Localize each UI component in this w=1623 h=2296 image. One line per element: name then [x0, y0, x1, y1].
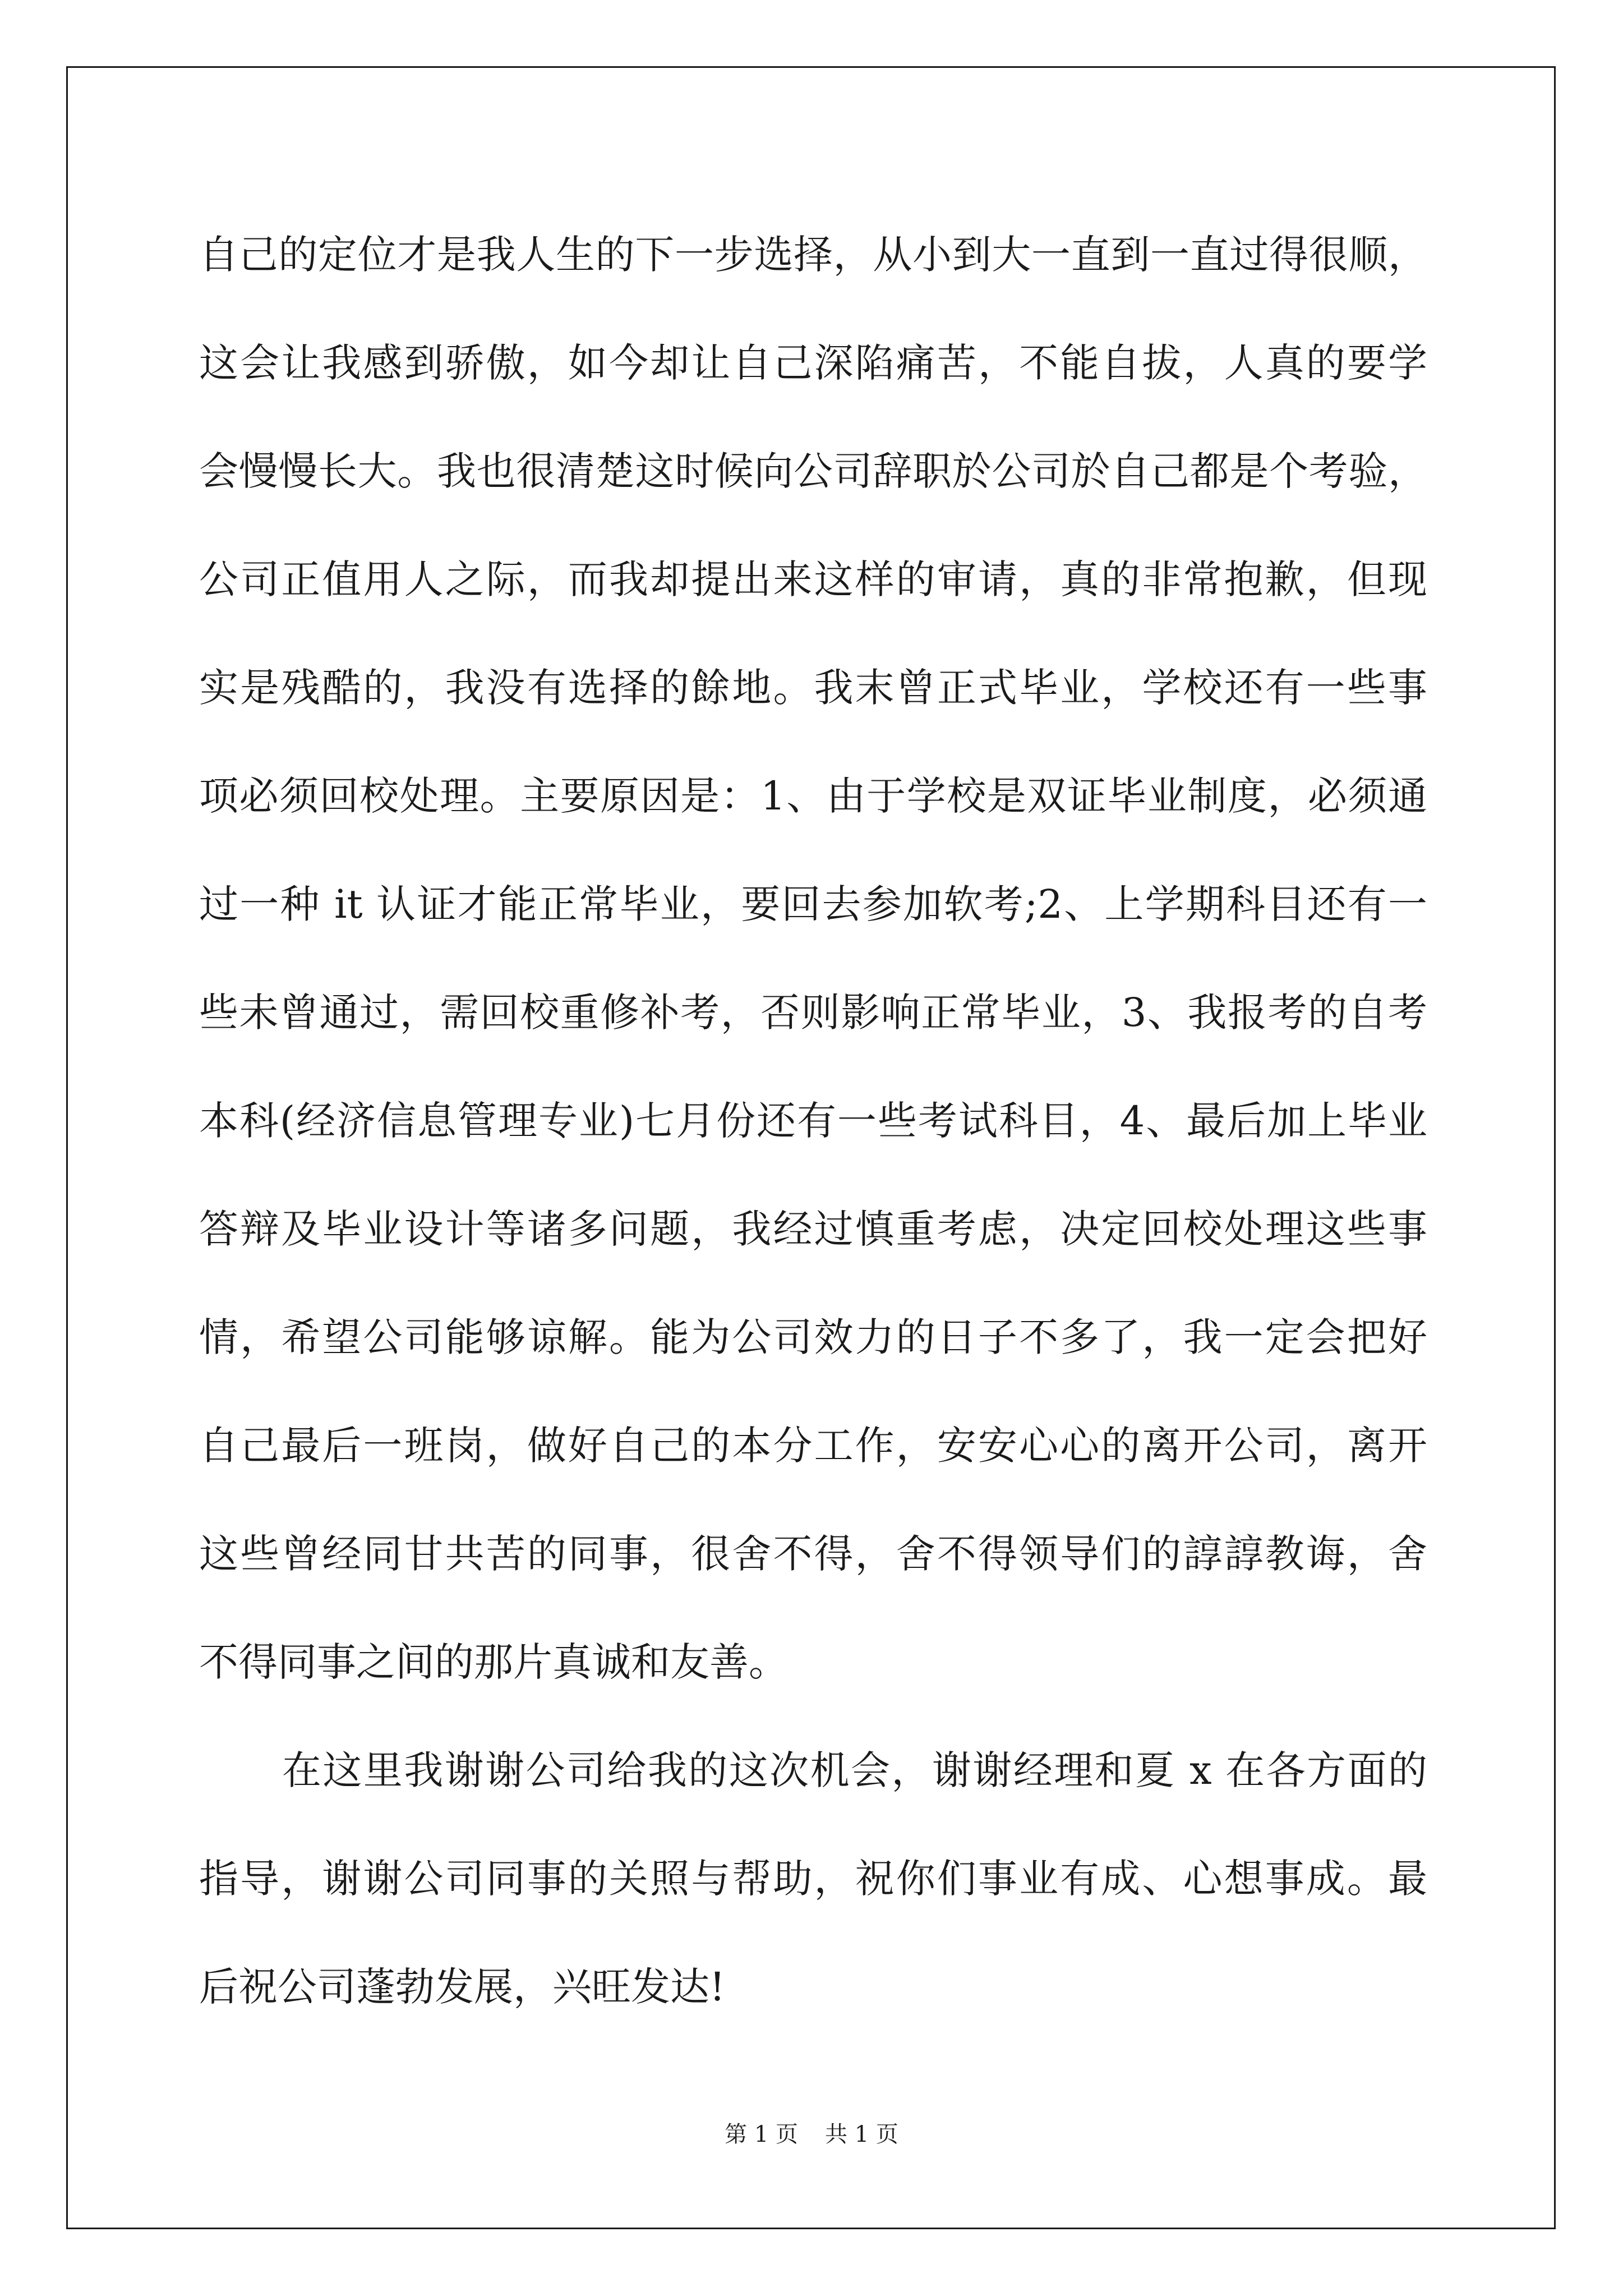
text-line: 在这里我谢谢公司给我的这次机会，谢谢经理和夏 x 在各方面的 — [282, 1747, 1427, 1793]
text-line: 公司正值用人之际，而我却提出来这样的审请，真的非常抱歉，但现 — [199, 556, 1427, 602]
text-line: 不得同事之间的那片真诚和友善。 — [199, 1639, 788, 1685]
page-footer — [0, 2116, 1623, 2148]
page-number: 第 1 页 — [725, 2122, 798, 2147]
text-line: 自己最后一班岗，做好自己的本分工作，安安心心的离开公司，离开 — [199, 1423, 1427, 1469]
page-total: 共 1 页 — [825, 2122, 898, 2147]
text-line: 自己的定位才是我人生的下一步选择，从小到大一直到一直过得很顺， — [199, 232, 1427, 278]
text-line: 这些曾经同甘共苦的同事，很舍不得，舍不得领导们的諄諄教诲，舍 — [199, 1531, 1427, 1577]
text-line: 项必须回校处理。主要原因是：1、由于学校是双证毕业制度，必须通 — [199, 773, 1427, 819]
text-line: 这会让我感到骄傲，如今却让自己深陷痛苦，不能自拔，人真的要学 — [199, 340, 1427, 386]
text-line: 指导，谢谢公司同事的关照与帮助，祝你们事业有成、心想事成。最 — [199, 1856, 1427, 1902]
text-line: 本科(经济信息管理专业)七月份还有一些考试科目，4、最后加上毕业 — [199, 1098, 1427, 1144]
text-line: 些未曾通过，需回校重修补考，否则影响正常毕业，3、我报考的自考 — [199, 990, 1427, 1036]
text-line: 会慢慢长大。我也很清楚这时候向公司辞职於公司於自己都是个考验， — [199, 448, 1427, 494]
text-line: 过一种 it 认证才能正常毕业，要回去参加软考;2、上学期科目还有一 — [199, 881, 1427, 927]
text-line: 实是残酷的，我没有选择的餘地。我末曾正式毕业，学校还有一些事 — [199, 665, 1427, 711]
paragraph-1 — [199, 201, 1427, 1717]
paragraph-2 — [199, 1717, 1427, 2041]
document-body — [199, 201, 1427, 2041]
text-line: 后祝公司蓬勃发展，兴旺发达! — [199, 1964, 726, 2010]
text-line: 答辩及毕业设计等诸多问题，我经过慎重考虑，决定回校处理这些事 — [199, 1206, 1427, 1252]
text-line: 情，希望公司能够谅解。能为公司效力的日子不多了，我一定会把好 — [199, 1314, 1427, 1360]
